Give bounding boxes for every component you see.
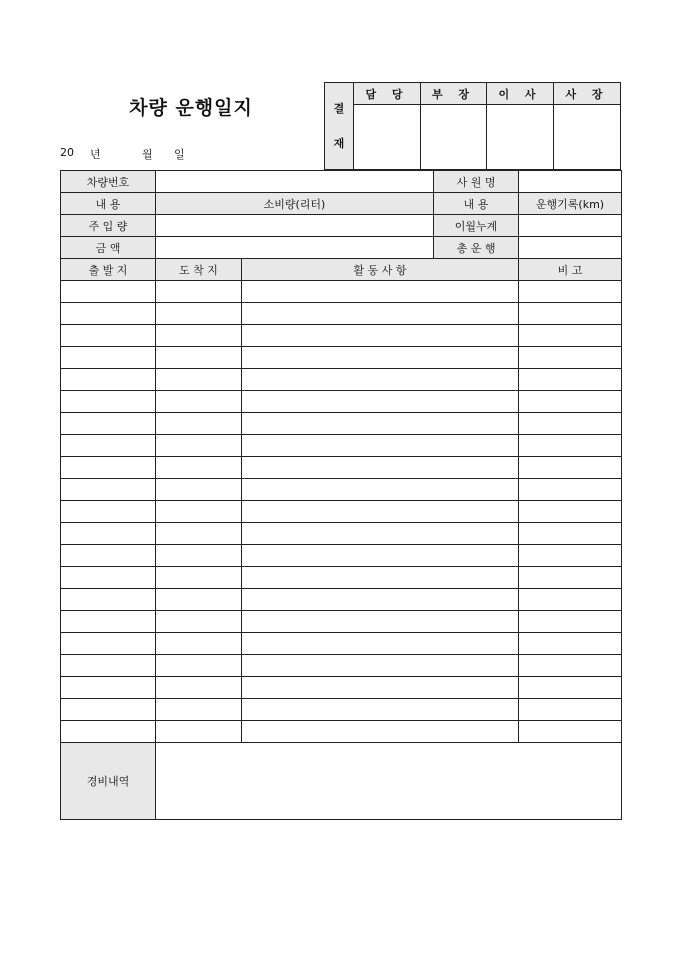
departure-cell[interactable] — [61, 721, 156, 743]
activity-cell[interactable] — [242, 347, 519, 369]
log-row — [61, 699, 622, 721]
arrival-cell[interactable] — [156, 523, 242, 545]
arrival-cell[interactable] — [156, 611, 242, 633]
departure-cell[interactable] — [61, 303, 156, 325]
remarks-cell[interactable] — [519, 501, 622, 523]
log-row — [61, 567, 622, 589]
approval-side-label — [325, 83, 354, 170]
arrival-cell[interactable] — [156, 413, 242, 435]
log-row — [61, 457, 622, 479]
arrival-cell[interactable] — [156, 677, 242, 699]
employee-name-label: 사 원 명 — [434, 171, 519, 193]
remarks-cell[interactable] — [519, 589, 622, 611]
activity-cell[interactable] — [242, 303, 519, 325]
remarks-cell[interactable] — [519, 391, 622, 413]
total-driving-label: 총 운 행 — [434, 237, 519, 259]
remarks-cell[interactable] — [519, 677, 622, 699]
approval-role-manager: 담 당 — [354, 83, 421, 105]
departure-cell[interactable] — [61, 391, 156, 413]
log-header-row — [61, 259, 622, 281]
log-row — [61, 325, 622, 347]
departure-cell[interactable] — [61, 633, 156, 655]
activity-cell[interactable] — [242, 589, 519, 611]
arrival-cell[interactable] — [156, 435, 242, 457]
signature-cell-director[interactable] — [487, 105, 554, 170]
departure-cell[interactable] — [61, 567, 156, 589]
activity-cell[interactable] — [242, 479, 519, 501]
activity-cell[interactable] — [242, 281, 519, 303]
activity-cell[interactable] — [242, 655, 519, 677]
log-row — [61, 347, 622, 369]
header-departure: 출 발 지 — [61, 259, 156, 281]
carryover-field[interactable] — [519, 215, 622, 237]
remarks-cell[interactable] — [519, 721, 622, 743]
log-row — [61, 633, 622, 655]
log-row — [61, 677, 622, 699]
remarks-cell[interactable] — [519, 369, 622, 391]
fuel-amount-field[interactable] — [156, 215, 434, 237]
departure-cell[interactable] — [61, 501, 156, 523]
activity-cell[interactable] — [242, 611, 519, 633]
expense-row — [61, 743, 622, 820]
approval-role-director: 이 사 — [487, 83, 554, 105]
log-row — [61, 479, 622, 501]
signature-cell-president[interactable] — [554, 105, 621, 170]
info-row-vehicle — [61, 171, 622, 193]
activity-cell[interactable] — [242, 325, 519, 347]
arrival-cell[interactable] — [156, 369, 242, 391]
signature-cell-dept-head[interactable] — [421, 105, 487, 170]
departure-cell[interactable] — [61, 347, 156, 369]
remarks-cell[interactable] — [519, 479, 622, 501]
remarks-cell[interactable] — [519, 281, 622, 303]
arrival-cell[interactable] — [156, 699, 242, 721]
log-row — [61, 589, 622, 611]
departure-cell[interactable] — [61, 545, 156, 567]
activity-cell[interactable] — [242, 501, 519, 523]
approval-role-president: 사 장 — [554, 83, 621, 105]
employee-name-field[interactable] — [519, 171, 622, 193]
approval-box — [324, 82, 621, 170]
info-row-amount — [61, 237, 622, 259]
activity-cell[interactable] — [242, 699, 519, 721]
remarks-cell[interactable] — [519, 633, 622, 655]
carryover-label: 이월누계 — [434, 215, 519, 237]
date-month-label: 월 — [142, 148, 153, 161]
amount-label: 금 액 — [61, 237, 156, 259]
arrival-cell[interactable] — [156, 303, 242, 325]
departure-cell[interactable] — [61, 611, 156, 633]
arrival-cell[interactable] — [156, 281, 242, 303]
departure-cell[interactable] — [61, 281, 156, 303]
log-row — [61, 303, 622, 325]
expense-field[interactable] — [156, 743, 622, 820]
departure-cell[interactable] — [61, 479, 156, 501]
log-row — [61, 721, 622, 743]
header-activity: 활 동 사 항 — [242, 259, 519, 281]
total-driving-field[interactable] — [519, 237, 622, 259]
remarks-cell[interactable] — [519, 457, 622, 479]
activity-cell[interactable] — [242, 435, 519, 457]
departure-cell[interactable] — [61, 413, 156, 435]
arrival-cell[interactable] — [156, 391, 242, 413]
log-row — [61, 545, 622, 567]
remarks-cell[interactable] — [519, 523, 622, 545]
arrival-cell[interactable] — [156, 655, 242, 677]
arrival-cell[interactable] — [156, 501, 242, 523]
activity-cell[interactable] — [242, 721, 519, 743]
remarks-cell[interactable] — [519, 435, 622, 457]
log-row — [61, 611, 622, 633]
document-title: 차량 운행일지 — [129, 97, 253, 119]
arrival-cell[interactable] — [156, 589, 242, 611]
departure-cell[interactable] — [61, 523, 156, 545]
arrival-cell[interactable] — [156, 347, 242, 369]
remarks-cell[interactable] — [519, 413, 622, 435]
vehicle-log-table — [60, 170, 622, 820]
departure-cell[interactable] — [61, 435, 156, 457]
activity-cell[interactable] — [242, 677, 519, 699]
log-row — [61, 413, 622, 435]
activity-cell[interactable] — [242, 523, 519, 545]
arrival-cell[interactable] — [156, 721, 242, 743]
date-line — [60, 146, 194, 162]
arrival-cell[interactable] — [156, 479, 242, 501]
header-remarks: 비 고 — [519, 259, 622, 281]
date-year[interactable]: 20 — [60, 146, 74, 159]
log-row — [61, 281, 622, 303]
amount-field[interactable] — [156, 237, 434, 259]
departure-cell[interactable] — [61, 655, 156, 677]
log-row — [61, 369, 622, 391]
arrival-cell[interactable] — [156, 325, 242, 347]
content-label-left: 내 용 — [61, 193, 156, 215]
log-row — [61, 655, 622, 677]
activity-cell[interactable] — [242, 633, 519, 655]
arrival-cell[interactable] — [156, 457, 242, 479]
departure-cell[interactable] — [61, 325, 156, 347]
log-row — [61, 523, 622, 545]
vehicle-number-label: 차량번호 — [61, 171, 156, 193]
departure-cell[interactable] — [61, 457, 156, 479]
activity-cell[interactable] — [242, 545, 519, 567]
info-row-content — [61, 193, 622, 215]
activity-cell[interactable] — [242, 413, 519, 435]
log-row — [61, 391, 622, 413]
departure-cell[interactable] — [61, 699, 156, 721]
log-row — [61, 435, 622, 457]
remarks-cell[interactable] — [519, 347, 622, 369]
vehicle-number-field[interactable] — [156, 171, 434, 193]
remarks-cell[interactable] — [519, 699, 622, 721]
remarks-cell[interactable] — [519, 567, 622, 589]
activity-cell[interactable] — [242, 567, 519, 589]
date-day-label: 일 — [174, 148, 185, 161]
signature-cell-manager[interactable] — [354, 105, 421, 170]
arrival-cell[interactable] — [156, 567, 242, 589]
approval-side-top: 결 — [333, 101, 345, 115]
info-row-fuel — [61, 215, 622, 237]
expense-label: 경비내역 — [61, 743, 156, 820]
activity-cell[interactable] — [242, 369, 519, 391]
remarks-cell[interactable] — [519, 325, 622, 347]
mileage-header: 운행기록(km) — [519, 193, 622, 215]
departure-cell[interactable] — [61, 369, 156, 391]
remarks-cell[interactable] — [519, 611, 622, 633]
activity-cell[interactable] — [242, 457, 519, 479]
arrival-cell[interactable] — [156, 633, 242, 655]
content-label-right: 내 용 — [434, 193, 519, 215]
consumption-header: 소비량(리터) — [156, 193, 434, 215]
remarks-cell[interactable] — [519, 303, 622, 325]
approval-side-bottom: 재 — [333, 137, 345, 150]
date-year-label: 년 — [90, 148, 101, 161]
departure-cell[interactable] — [61, 677, 156, 699]
departure-cell[interactable] — [61, 589, 156, 611]
remarks-cell[interactable] — [519, 545, 622, 567]
activity-cell[interactable] — [242, 391, 519, 413]
header-arrival: 도 착 지 — [156, 259, 242, 281]
arrival-cell[interactable] — [156, 545, 242, 567]
fuel-amount-label: 주 입 량 — [61, 215, 156, 237]
remarks-cell[interactable] — [519, 655, 622, 677]
log-row — [61, 501, 622, 523]
approval-role-dept-head: 부 장 — [421, 83, 487, 105]
